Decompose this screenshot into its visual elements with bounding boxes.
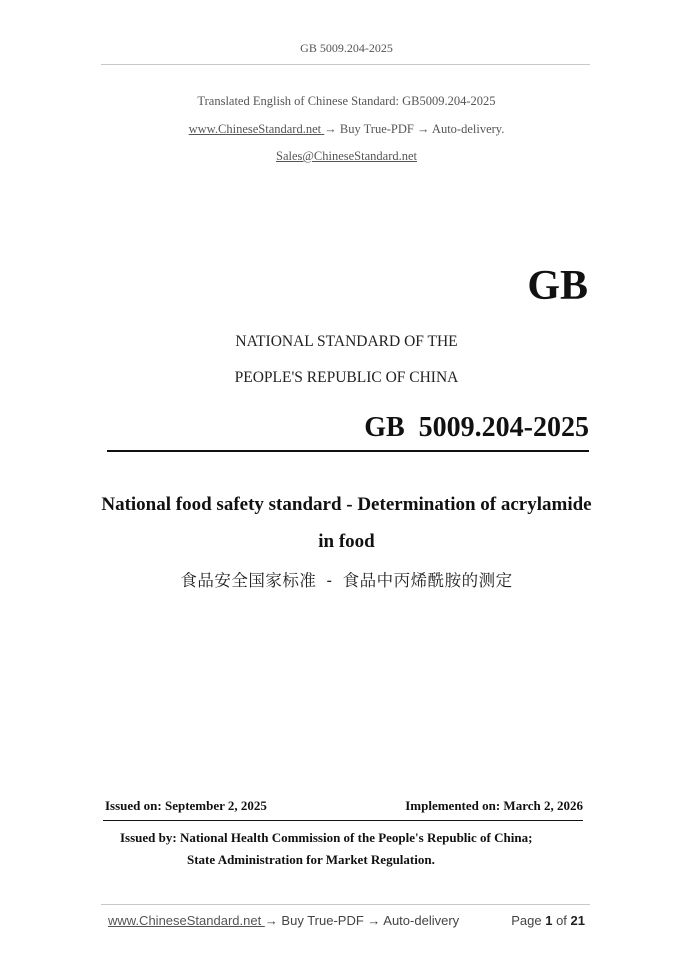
national-standard-line2: PEOPLE'S REPUBLIC OF CHINA [234, 369, 459, 386]
footer-divider [101, 904, 590, 905]
running-header: GB 5009.204-2025 [300, 41, 393, 55]
footer-purchase-text: → Buy True-PDF → Auto-delivery [264, 913, 460, 928]
website-link[interactable]: www.ChineseStandard.net [188, 122, 325, 136]
dates-divider [103, 820, 583, 821]
gb-mark: GB [527, 263, 588, 309]
page-indicator [511, 913, 585, 928]
purchase-line [0, 122, 693, 137]
issuer-line2: State Administration for Market Regulation. [187, 852, 435, 867]
standard-number: GB 5009.204-2025 [364, 412, 589, 443]
sales-email-link[interactable]: Sales@ChineseStandard.net [276, 149, 417, 163]
issuer-line1: Issued by: National Health Commission of the People's Republic of China; [120, 830, 533, 845]
implemented-date: Implemented on: March 2, 2026 [405, 798, 583, 813]
footer-website-link[interactable]: www.ChineseStandard.net [108, 913, 265, 928]
title-divider [107, 450, 589, 452]
translation-notice: Translated English of Chinese Standard: GB5009.204-2025 [197, 94, 496, 108]
page-current: 1 [545, 913, 553, 928]
footer-purchase-line [108, 913, 459, 928]
document-title-chinese: 食品安全国家标准 - 食品中丙烯酰胺的测定 [180, 572, 513, 590]
page-of: of [556, 913, 567, 928]
sales-line [0, 149, 693, 164]
document-title-line2: in food [318, 531, 375, 552]
issued-date: Issued on: September 2, 2025 [105, 798, 267, 813]
page-label: Page [511, 913, 542, 928]
purchase-text: → Buy True-PDF → Auto-delivery. [324, 122, 505, 136]
document-title-line1: National food safety standard - Determination of acrylamide [101, 494, 592, 515]
header-divider [101, 64, 590, 65]
national-standard-line1: NATIONAL STANDARD OF THE [235, 333, 458, 350]
page-total: 21 [570, 913, 585, 928]
